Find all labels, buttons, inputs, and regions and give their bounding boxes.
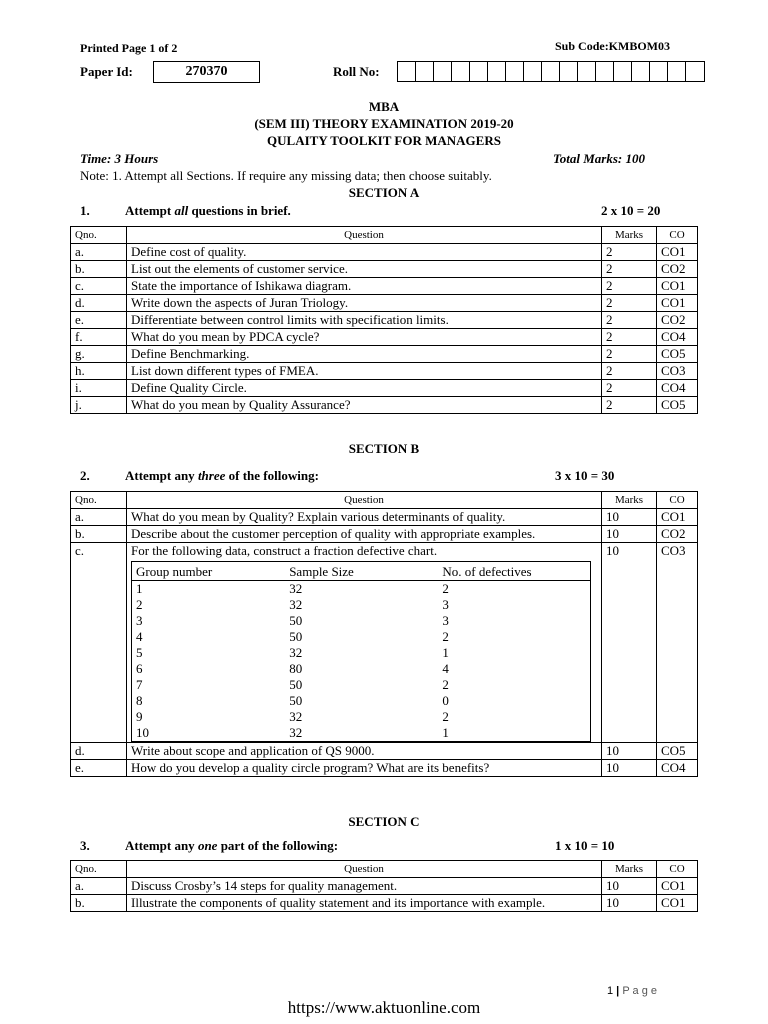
section-b-title: SECTION B bbox=[348, 441, 420, 456]
sample-size: 32 bbox=[289, 581, 303, 596]
section-c-number: 3. bbox=[80, 838, 90, 853]
data-row bbox=[132, 693, 590, 709]
roll-no-boxes bbox=[397, 61, 705, 82]
table-header-row bbox=[71, 861, 698, 878]
question-cell bbox=[127, 543, 602, 743]
section-c-title: SECTION C bbox=[348, 814, 420, 829]
marks: 2 bbox=[602, 244, 657, 261]
qno: d. bbox=[71, 295, 127, 312]
sample-size: 32 bbox=[289, 709, 303, 724]
qno: a. bbox=[71, 878, 127, 895]
qno: j. bbox=[71, 397, 127, 414]
col-marks: Marks bbox=[602, 861, 657, 878]
co: CO5 bbox=[657, 397, 698, 414]
marks: 10 bbox=[602, 509, 657, 526]
sub-code: Sub Code:KMBOM03 bbox=[555, 39, 671, 53]
co: CO3 bbox=[657, 543, 698, 743]
section-a-title: SECTION A bbox=[348, 185, 420, 200]
qno: i. bbox=[71, 380, 127, 397]
marks: 2 bbox=[602, 363, 657, 380]
question-text: What do you mean by Quality? Explain various determinants of quality. bbox=[127, 509, 602, 526]
data-row bbox=[132, 677, 590, 693]
co: CO2 bbox=[657, 261, 698, 278]
group-number: 6 bbox=[136, 661, 143, 676]
data-row bbox=[132, 629, 590, 645]
question-text: Define Quality Circle. bbox=[127, 380, 602, 397]
table-row bbox=[71, 244, 698, 261]
co: CO1 bbox=[657, 295, 698, 312]
co: CO2 bbox=[657, 312, 698, 329]
section-c-instruction: Attempt any one part of the following: bbox=[125, 838, 339, 853]
section-a-number: 1. bbox=[80, 203, 90, 218]
marks: 2 bbox=[602, 312, 657, 329]
defectives: 2 bbox=[442, 581, 449, 596]
co: CO1 bbox=[657, 278, 698, 295]
group-number: 3 bbox=[136, 613, 143, 628]
co: CO5 bbox=[657, 346, 698, 363]
sample-size: 50 bbox=[289, 613, 303, 628]
col-qno: Qno. bbox=[71, 861, 127, 878]
sample-size: 32 bbox=[289, 597, 303, 612]
marks: 2 bbox=[602, 278, 657, 295]
group-number: 5 bbox=[136, 645, 143, 660]
marks: 10 bbox=[602, 543, 657, 743]
marks: 10 bbox=[602, 760, 657, 777]
marks: 2 bbox=[602, 329, 657, 346]
defectives: 0 bbox=[442, 693, 449, 708]
program-title: MBA bbox=[368, 99, 400, 114]
marks: 10 bbox=[602, 878, 657, 895]
table-row bbox=[71, 509, 698, 526]
group-number: 7 bbox=[136, 677, 143, 692]
co: CO1 bbox=[657, 244, 698, 261]
paper-id-box: 270370 bbox=[153, 61, 260, 83]
total-marks-label: Total Marks: 100 bbox=[553, 151, 645, 166]
col-marks: Marks bbox=[602, 492, 657, 509]
section-a-table bbox=[70, 226, 698, 414]
footer-url[interactable]: https://www.aktuonline.com bbox=[287, 998, 481, 1017]
defectives: 4 bbox=[442, 661, 449, 676]
roll-no-label: Roll No: bbox=[333, 64, 380, 79]
qno: f. bbox=[71, 329, 127, 346]
question-text: What do you mean by Quality Assurance? bbox=[127, 397, 602, 414]
section-b-table bbox=[70, 491, 698, 777]
paper-id-label: Paper Id: bbox=[80, 64, 133, 79]
table-row bbox=[71, 346, 698, 363]
data-row bbox=[132, 613, 590, 629]
group-number: 10 bbox=[136, 725, 149, 740]
group-number: 9 bbox=[136, 709, 143, 724]
question-text: How do you develop a quality circle program? What are its benefits? bbox=[127, 760, 602, 777]
sample-size: 32 bbox=[289, 645, 303, 660]
marks: 2 bbox=[602, 295, 657, 312]
section-c-table bbox=[70, 860, 698, 912]
table-row bbox=[71, 295, 698, 312]
qno: d. bbox=[71, 743, 127, 760]
col-group-number: Group number bbox=[132, 564, 285, 581]
co: CO4 bbox=[657, 380, 698, 397]
data-row bbox=[132, 725, 590, 741]
sample-size: 32 bbox=[289, 725, 303, 740]
time-label: Time: 3 Hours bbox=[80, 151, 159, 166]
group-number: 2 bbox=[136, 597, 143, 612]
marks: 2 bbox=[602, 397, 657, 414]
marks: 2 bbox=[602, 380, 657, 397]
marks: 10 bbox=[602, 743, 657, 760]
page-number: 1 | P a g e bbox=[607, 985, 657, 997]
defectives: 1 bbox=[442, 725, 449, 740]
table-header-row bbox=[71, 227, 698, 244]
col-qno: Qno. bbox=[71, 227, 127, 244]
question-text: Define Benchmarking. bbox=[127, 346, 602, 363]
question-text: For the following data, construct a fraction defective chart. bbox=[131, 543, 438, 558]
defectives: 1 bbox=[442, 645, 449, 660]
col-co: CO bbox=[657, 492, 698, 509]
qno: c. bbox=[71, 278, 127, 295]
col-co: CO bbox=[657, 227, 698, 244]
question-text: Discuss Crosby’s 14 steps for quality management. bbox=[127, 878, 602, 895]
defectives: 2 bbox=[442, 709, 449, 724]
col-question: Question bbox=[127, 861, 602, 878]
question-text: State the importance of Ishikawa diagram. bbox=[127, 278, 602, 295]
section-b-number: 2. bbox=[80, 468, 90, 483]
data-row bbox=[132, 581, 590, 598]
qno: b. bbox=[71, 526, 127, 543]
co: CO1 bbox=[657, 509, 698, 526]
col-question: Question bbox=[127, 492, 602, 509]
note-text: Note: 1. Attempt all Sections. If require any missing data; then choose suitably. bbox=[80, 168, 492, 183]
table-row bbox=[71, 878, 698, 895]
col-question: Question bbox=[127, 227, 602, 244]
sample-size: 50 bbox=[289, 629, 303, 644]
qno: e. bbox=[71, 312, 127, 329]
section-a-marks: 2 x 10 = 20 bbox=[601, 203, 661, 218]
defectives: 3 bbox=[442, 613, 449, 628]
qno: h. bbox=[71, 363, 127, 380]
table-row bbox=[71, 312, 698, 329]
table-row bbox=[71, 526, 698, 543]
qno: b. bbox=[71, 261, 127, 278]
table-row bbox=[71, 380, 698, 397]
qno: b. bbox=[71, 895, 127, 912]
table-row bbox=[71, 261, 698, 278]
co: CO3 bbox=[657, 363, 698, 380]
section-b-instruction: Attempt any three of the following: bbox=[125, 468, 319, 483]
section-c-marks: 1 x 10 = 10 bbox=[555, 838, 615, 853]
question-text: List out the elements of customer service. bbox=[127, 261, 602, 278]
table-header-row bbox=[71, 492, 698, 509]
question-text: Write about scope and application of QS 9000. bbox=[127, 743, 602, 760]
qno: a. bbox=[71, 509, 127, 526]
subject-title: QULAITY TOOLKIT FOR MANAGERS bbox=[267, 133, 501, 148]
question-text: What do you mean by PDCA cycle? bbox=[127, 329, 602, 346]
defectives: 2 bbox=[442, 629, 449, 644]
question-text: Write down the aspects of Juran Triology. bbox=[127, 295, 602, 312]
data-table-header bbox=[132, 564, 590, 581]
table-row bbox=[71, 278, 698, 295]
col-marks: Marks bbox=[602, 227, 657, 244]
defectives: 3 bbox=[442, 597, 449, 612]
question-text: List down different types of FMEA. bbox=[127, 363, 602, 380]
qno: c. bbox=[71, 543, 127, 743]
group-number: 8 bbox=[136, 693, 143, 708]
data-row bbox=[132, 709, 590, 725]
sample-size: 50 bbox=[289, 677, 303, 692]
col-co: CO bbox=[657, 861, 698, 878]
table-row bbox=[71, 397, 698, 414]
question-text: Define cost of quality. bbox=[127, 244, 602, 261]
co: CO4 bbox=[657, 329, 698, 346]
question-text: Differentiate between control limits with specification limits. bbox=[127, 312, 602, 329]
defectives-data-table bbox=[131, 561, 591, 742]
group-number: 4 bbox=[136, 629, 143, 644]
group-number: 1 bbox=[136, 581, 143, 596]
data-row bbox=[132, 645, 590, 661]
printed-page-label: Printed Page 1 of 2 bbox=[80, 41, 178, 55]
marks: 2 bbox=[602, 346, 657, 363]
defectives: 2 bbox=[442, 677, 449, 692]
question-text: Illustrate the components of quality statement and its importance with example. bbox=[127, 895, 602, 912]
marks: 10 bbox=[602, 895, 657, 912]
co: CO4 bbox=[657, 760, 698, 777]
co: CO5 bbox=[657, 743, 698, 760]
co: CO1 bbox=[657, 878, 698, 895]
section-b-marks: 3 x 10 = 30 bbox=[555, 468, 615, 483]
table-row bbox=[71, 895, 698, 912]
question-text: Describe about the customer perception of quality with appropriate examples. bbox=[127, 526, 602, 543]
sample-size: 80 bbox=[289, 661, 303, 676]
col-qno: Qno. bbox=[71, 492, 127, 509]
section-a-instruction: Attempt all questions in brief. bbox=[125, 203, 291, 218]
marks: 2 bbox=[602, 261, 657, 278]
col-defectives: No. of defectives bbox=[438, 564, 590, 581]
table-row bbox=[71, 543, 698, 743]
qno: g. bbox=[71, 346, 127, 363]
marks: 10 bbox=[602, 526, 657, 543]
data-row bbox=[132, 661, 590, 677]
table-row bbox=[71, 743, 698, 760]
co: CO1 bbox=[657, 895, 698, 912]
table-row bbox=[71, 363, 698, 380]
qno: a. bbox=[71, 244, 127, 261]
co: CO2 bbox=[657, 526, 698, 543]
sample-size: 50 bbox=[289, 693, 303, 708]
data-row bbox=[132, 597, 590, 613]
table-row bbox=[71, 760, 698, 777]
table-row bbox=[71, 329, 698, 346]
exam-title: (SEM III) THEORY EXAMINATION 2019-20 bbox=[254, 116, 514, 131]
col-sample-size: Sample Size bbox=[285, 564, 438, 581]
qno: e. bbox=[71, 760, 127, 777]
